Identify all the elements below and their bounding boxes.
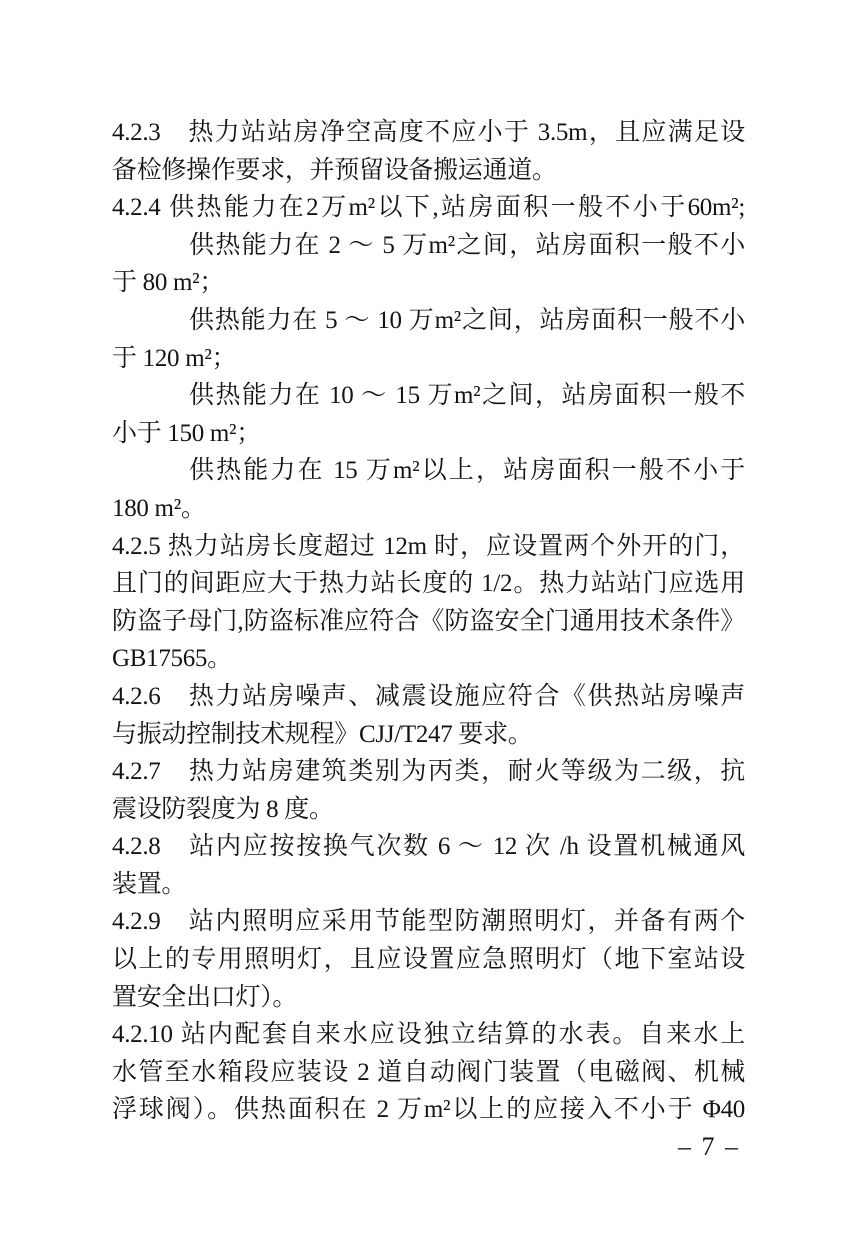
text-line: 浮球阀）。供热面积在 2 万m²以上的应接入不小于 Φ40 <box>112 1096 745 1124</box>
page-number: – 7 – <box>678 1132 740 1161</box>
text-line: 4.2.4 供热能力在2万m²以下,站房面积一般不小于60m²; <box>112 194 745 222</box>
text-line: 水管至水箱段应装设 2 道自动阀门装置（电磁阀、机械 <box>112 1058 745 1086</box>
text-line: 供热能力在 2 ～ 5 万m²之间，站房面积一般不小 <box>189 231 745 259</box>
text-line: 4.2.9 站内照明应采用节能型防潮照明灯，并备有两个 <box>112 908 745 936</box>
text-line: 180 m²。 <box>112 494 206 522</box>
text-line: 与振动控制技术规程》CJJ/T247 要求。 <box>112 720 533 748</box>
text-line: 置安全出口灯）。 <box>112 983 298 1011</box>
text-line: 供热能力在 10 ～ 15 万m²之间，站房面积一般不 <box>189 382 745 410</box>
text-line: 4.2.3 热力站站房净空高度不应小于 3.5m，且应满足设 <box>112 119 745 146</box>
text-line: 以上的专用照明灯，且应设置应急照明灯（地下室站设 <box>112 946 745 974</box>
text-line: 且门的间距应大于热力站长度的 1/2。热力站站门应选用 <box>112 570 745 598</box>
text-line: 备检修操作要求，并预留设备搬运通道。 <box>112 156 557 184</box>
text-line: 于 120 m²； <box>112 344 237 372</box>
text-line: 4.2.10 站内配套自来水应设独立结算的水表。自来水上 <box>112 1021 745 1049</box>
text-line: 小于 150 m²； <box>112 419 261 447</box>
text-line: 于 80 m²； <box>112 269 225 297</box>
body-text <box>112 114 745 1129</box>
text-line: 4.2.7 热力站房建筑类别为丙类，耐火等级为二级，抗 <box>112 758 745 786</box>
text-line: 供热能力在 5 ～ 10 万m²之间，站房面积一般不小 <box>189 306 745 334</box>
text-line: 4.2.6 热力站房噪声、减震设施应符合《供热站房噪声 <box>112 682 745 710</box>
text-line: 4.2.8 站内应按按换气次数 6 ～ 12 次 /h 设置机械通风 <box>112 833 745 861</box>
text-line: 供热能力在 15 万m²以上，站房面积一般不小于 <box>189 457 745 485</box>
text-line: 震设防裂度为 8 度。 <box>112 795 334 823</box>
text-line: 装置。 <box>112 870 187 898</box>
text-line: GB17565。 <box>112 645 232 673</box>
text-line: 防盗子母门,防盗标准应符合《防盗安全门通用技术条件》 <box>112 607 745 635</box>
text-line: 4.2.5 热力站房长度超过 12m 时，应设置两个外开的门， <box>112 532 745 560</box>
